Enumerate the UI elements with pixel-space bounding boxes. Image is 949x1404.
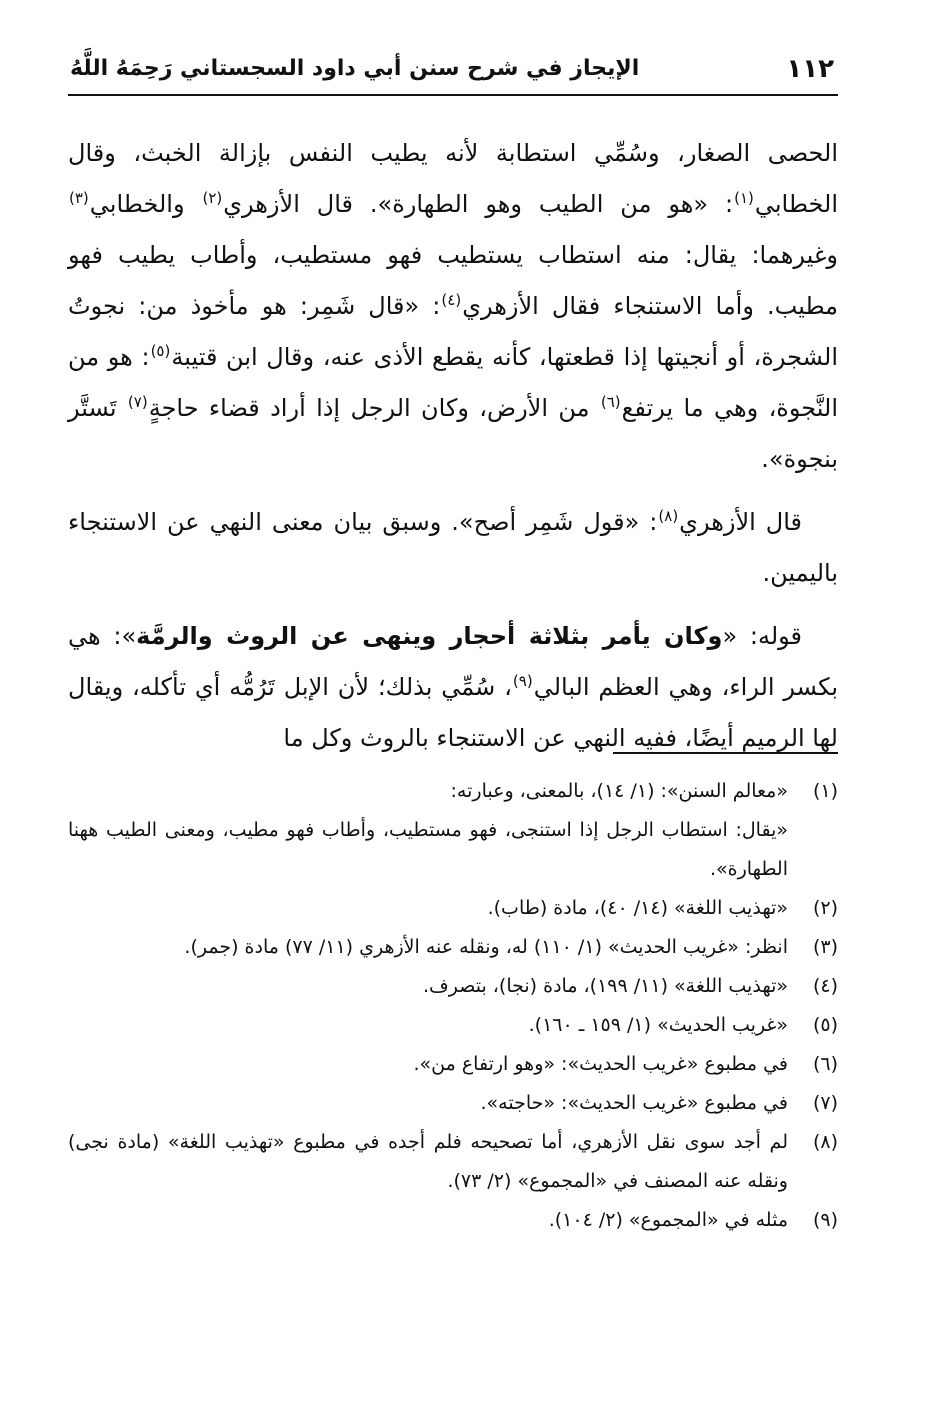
text-run: قال الأزهري xyxy=(679,508,803,536)
footnote-reference[interactable]: (٩) xyxy=(512,672,533,690)
footnote-reference[interactable]: (٥) xyxy=(150,342,171,360)
main-text xyxy=(68,128,838,776)
footnote-reference[interactable]: (٦) xyxy=(600,393,621,411)
footnote-line: «غريب الحديث» (١/ ١٥٩ ـ ١٦٠). xyxy=(528,1014,788,1036)
text-run: والخطابي xyxy=(89,190,202,218)
footnote-line: «تهذيب اللغة» (١١/ ١٩٩)، مادة (نجا)، بتصرف. xyxy=(423,975,788,997)
footnote-item xyxy=(68,1201,838,1240)
footnote-text xyxy=(68,1084,788,1123)
paragraph xyxy=(68,497,838,599)
footnote-number: (٧) xyxy=(812,1092,838,1114)
footnote-item xyxy=(68,772,838,889)
hadith-quote: وكان يأمر بثلاثة أحجار وينهى عن الروث والرمَّة xyxy=(136,622,723,650)
page-number: ١١٢ xyxy=(786,54,834,84)
footnote-item xyxy=(68,1045,838,1084)
footnote-text xyxy=(68,1123,788,1201)
footnote-item xyxy=(68,967,838,1006)
footnote-line: لم أجد سوى نقل الأزهري، أما تصحيحه فلم أجده في مطبوع «تهذيب اللغة» (مادة نجى) ونقله عنه المصنف في «المجموع» (٢/ ٧٣). xyxy=(68,1131,788,1192)
text-run: : «هو من الطيب وهو الطهارة». قال الأزهري xyxy=(223,190,734,218)
footnote-item xyxy=(68,1084,838,1123)
footnote-text xyxy=(68,1006,788,1045)
text-run: من الأرض، وكان الرجل إذا أراد قضاء حاجةٍ xyxy=(148,394,600,422)
footnote-reference[interactable]: (١) xyxy=(734,189,754,207)
footnote-text xyxy=(68,967,788,1006)
text-run: وغيرهما: يقال: منه استطاب يستطيب فهو مستطيب، وأطاب يطيب فهو مطيب. وأما الاستنجاء فقال الأزهري xyxy=(68,241,839,320)
text-run: تَستَّر بنجوة». xyxy=(68,394,838,473)
footnote-reference[interactable]: (٨) xyxy=(658,507,679,525)
footnote-number: (٥) xyxy=(812,1014,838,1036)
text-run: الحصى الصغار، وسُمِّي استطابة لأنه يطيب النفس بإزالة الخبث، وقال الخطابي xyxy=(68,139,839,218)
footnote-reference[interactable]: (٣) xyxy=(69,189,89,207)
page-header xyxy=(68,48,838,96)
text-run: قوله: « xyxy=(722,622,802,650)
footnote-text xyxy=(68,1201,788,1240)
footnote-number: (٢) xyxy=(812,897,838,919)
footnote-reference[interactable]: (٧) xyxy=(127,393,148,411)
footnote-line: انظر: «غريب الحديث» (١/ ١١٠) له، ونقله عنه الأزهري (١١/ ٧٧) مادة (جمر). xyxy=(184,936,788,958)
footnote-text xyxy=(68,889,788,928)
footnote-number: (١) xyxy=(812,780,838,802)
footnote-line: مثله في «المجموع» (٢/ ١٠٤). xyxy=(548,1209,788,1231)
footnote-reference[interactable]: (٤) xyxy=(441,291,462,309)
footnote-item xyxy=(68,928,838,967)
footnote-text xyxy=(68,928,788,967)
footnote-item xyxy=(68,1006,838,1045)
text-run: : هو من النَّجوة، وهي ما يرتفع xyxy=(68,343,838,422)
footnote-item xyxy=(68,1123,838,1201)
footnote-separator xyxy=(613,752,838,754)
footnote-text xyxy=(68,1045,788,1084)
text-run: ، سُمِّي بذلك؛ لأن الإبل تَرُمُّه أي تأكله، ويقال لها الرميم أيضًا، ففيه النهي عن الاستنجاء بالروث وكل ما xyxy=(68,673,838,752)
footnote-number: (٨) xyxy=(812,1131,838,1153)
text-run: : «قول شَمِر أصح». وسبق بيان معنى النهي عن الاستنجاء باليمين. xyxy=(68,508,838,587)
footnote-number: (٣) xyxy=(812,936,838,958)
footnote-number: (٦) xyxy=(812,1053,838,1075)
text-run: »: هي بكسر الراء، وهي العظم البالي xyxy=(68,622,838,701)
footnote-line: «يقال: استطاب الرجل إذا استنجى، فهو مستطيب، وأطاب فهو مطيب، ومعنى الطيب ههنا الطهارة». xyxy=(68,819,788,880)
footnote-number: (٤) xyxy=(812,975,838,997)
footnote-item xyxy=(68,889,838,928)
footnote-line: «معالم السنن»: (١/ ١٤)، بالمعنى، وعبارته: xyxy=(450,780,788,802)
footnotes-section xyxy=(68,772,838,1240)
footnote-line: في مطبوع «غريب الحديث»: «وهو ارتفاع من». xyxy=(413,1053,788,1075)
footnote-reference[interactable]: (٢) xyxy=(202,189,223,207)
paragraph xyxy=(68,611,838,764)
footnote-line: في مطبوع «غريب الحديث»: «حاجته». xyxy=(480,1092,788,1114)
running-title: الإيجاز في شرح سنن أبي داود السجستاني رَحِمَهُ اللَّهُ xyxy=(70,56,640,81)
footnote-line: «تهذيب اللغة» (١٤/ ٤٠)، مادة (طاب). xyxy=(487,897,788,919)
footnote-number: (٩) xyxy=(812,1209,838,1231)
paragraph xyxy=(68,128,838,485)
footnote-text xyxy=(68,772,788,889)
text-run: : «قال شَمِر: هو مأخوذ من: نجوتُ الشجرة، أو أنجيتها إذا قطعتها، كأنه يقطع الأذى عنه، وقال ابن قتيبة xyxy=(68,292,839,371)
